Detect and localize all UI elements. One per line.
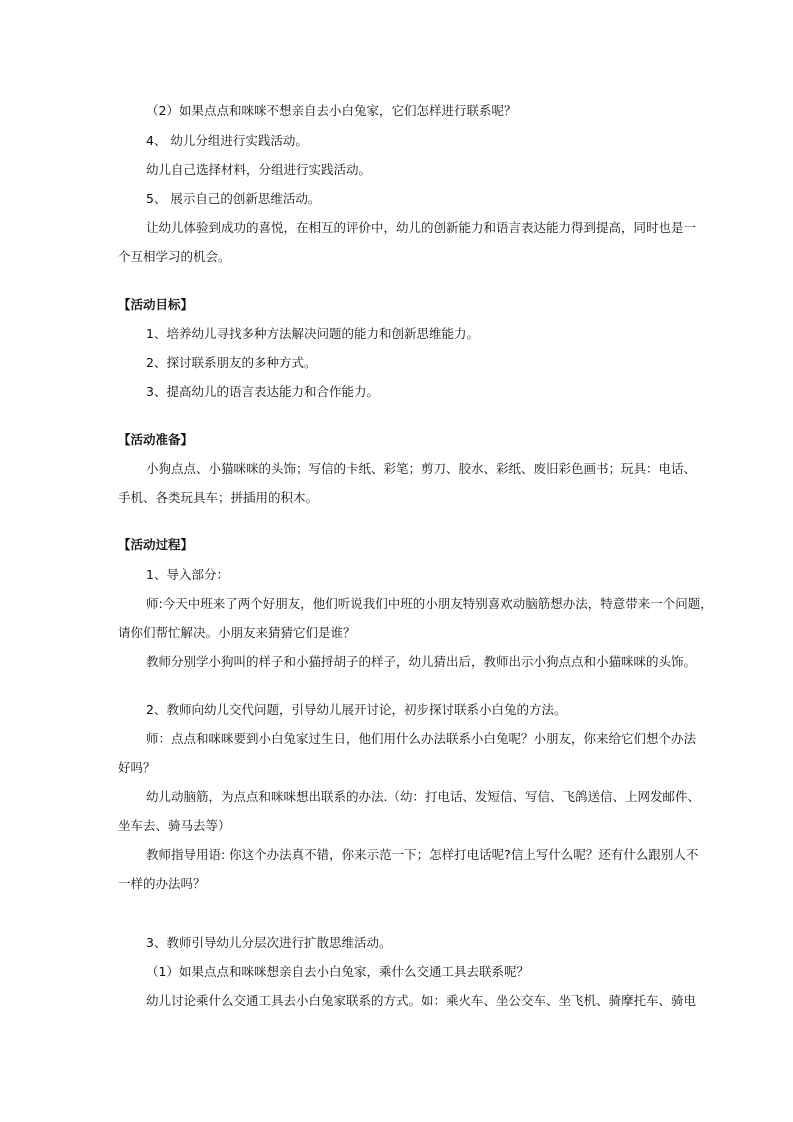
- paragraph-line: 请你们帮忙解决。小朋友来猜猜它们是谁？: [118, 625, 356, 640]
- section-heading-process: 【活动过程】: [118, 537, 194, 552]
- paragraph-line: 3、教师引导幼儿分层次进行扩散思维活动。: [146, 935, 392, 950]
- paragraph-line: 师:今天中班来了两个好朋友，他们听说我们中班的小朋友特别喜欢动脑筋想办法，特意带来一个问题，: [146, 596, 713, 611]
- paragraph-line: （2）如果点点和咪咪不想亲自去小白兔家，它们怎样进行联系呢？: [146, 103, 517, 118]
- paragraph-line: 一样的办法吗？: [118, 876, 206, 891]
- paragraph-line: 3、提高幼儿的语言表达能力和合作能力。: [146, 384, 379, 399]
- paragraph-line: 教师指导用语: 你这个办法真不错，你来示范一下；怎样打电话呢?信上写什么呢？还有什么跟别人不: [146, 847, 699, 862]
- paragraph-line: 2、探讨联系朋友的多种方式。: [146, 355, 317, 370]
- paragraph-line: 师：点点和咪咪要到小白兔家过生日，他们用什么办法联系小白兔呢？小朋友，你来给它们想个办法: [146, 731, 697, 746]
- paragraph-line: 幼儿动脑筋，为点点和咪咪想出联系的办法.（幼：打电话、发短信、写信、飞鸽送信、上网发邮件、: [146, 789, 700, 804]
- paragraph-line: 小狗点点、小猫咪咪的头饰；写信的卡纸、彩笔；剪刀、胶水、彩纸、废旧彩色画书；玩具：电话、: [146, 461, 697, 476]
- section-heading-objectives: 【活动目标】: [118, 297, 194, 312]
- paragraph-line: （1）如果点点和咪咪想亲自去小白兔家，乘什么交通工具去联系呢？: [146, 964, 529, 979]
- paragraph-line: 4、 幼儿分组进行实践活动。: [146, 133, 308, 148]
- paragraph-line: 教师分别学小狗叫的样子和小猫捋胡子的样子，幼儿猜出后，教师出示小狗点点和小猫咪咪的头饰。: [146, 654, 697, 669]
- paragraph-line: 让幼儿体验到成功的喜悦，在相互的评价中，幼儿的创新能力和语言表达能力得到提高，同时也是一: [146, 220, 697, 235]
- paragraph-line: 2、教师向幼儿交代问题，引导幼儿展开讨论，初步探讨联系小白兔的方法。: [146, 702, 567, 717]
- paragraph-line: 个互相学习的机会。: [118, 249, 231, 264]
- paragraph-line: 5、 展示自己的创新思维活动。: [146, 191, 321, 206]
- paragraph-line: 1、培养幼儿寻找多种方法解决问题的能力和创新思维能力。: [146, 326, 479, 341]
- paragraph-line: 幼儿讨论乘什么交通工具去小白兔家联系的方式。如：乘火车、坐公交车、坐飞机、骑摩托车、骑电: [146, 993, 697, 1008]
- section-heading-preparation: 【活动准备】: [118, 432, 194, 447]
- paragraph-line: 幼儿自己选择材料，分组进行实践活动。: [146, 162, 372, 177]
- paragraph-line: 手机、各类玩具车；拼插用的积木。: [118, 490, 319, 505]
- paragraph-line: 1、导入部分：: [146, 567, 229, 582]
- paragraph-line: 好吗？: [118, 760, 156, 775]
- paragraph-line: 坐车去、骑马去等）: [118, 818, 231, 833]
